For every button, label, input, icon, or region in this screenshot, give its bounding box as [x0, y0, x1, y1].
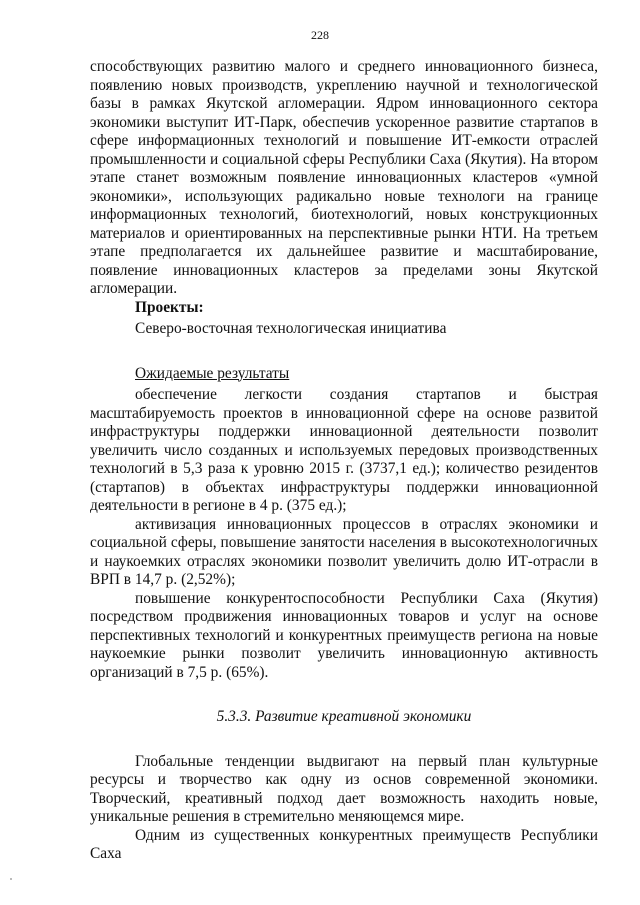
intro-paragraph: способствующих развитию малого и среднего инновационного бизнеса, появлению новых производств, укреплению научной и технологической базы в рамках Якутской агломерации. Ядром инновационного сектора экономики выступит ИТ-Парк, обеспечив ускоренное развитие стартапов в сфере информационных технологий и повышение ИТ-емкости отраслей промышленности и социальной сферы Республики Саха (Якутия). На втором этапе станет возможным появление инновационных кластеров «умной экономики», использующих радикально новые технологи на границе информационных технологий, биотехнологий, новых конструкционных материалов и ориентированных на перспективные рынки НТИ. На третьем этапе предполагается их дальнейшее развитие и масштабирование, появление инновационных кластеров за пределами зоны Якутской агломерации. [90, 58, 598, 297]
result-item: активизация инновационных процессов в отраслях экономики и социальной сферы, повышение занятости населения в высокотехнологичных и наукоемких отраслях экономики позволит увеличить долю ИТ-отрасли в ВРП в 14,7 р. (2,52%); [90, 515, 598, 588]
result-item: обеспечение легкости создания стартапов и быстрая масштабируемость проектов в инновационной сфере на основе развитой инфраструктуры поддержки инновационной деятельности позволит увеличить число созданных и используемых передовых производственных технологий в 5,3 раза к уровню 2015 г. (3737,1 ед.); количество резидентов (стартапов) в объектах инфраструктуры поддержки инновационной деятельности в регионе в 4 р. (375 ед.); [90, 386, 598, 514]
section-paragraph: Одним из существенных конкурентных преимуществ Республики Саха [90, 826, 598, 862]
page-number: 228 [311, 28, 329, 42]
project-item: Северо-восточная технологическая инициатива [135, 320, 447, 337]
page-body [90, 58, 598, 864]
section-paragraph: Глобальные тенденции выдвигают на первый план культурные ресурсы и творчество как одну из основ современной экономики. Творческий, креативный подход дает возможность находить новые, уникальные решения в стремительно меняющемся мире. [90, 752, 598, 825]
projects-heading: Проекты: [135, 298, 204, 316]
expected-results-heading: Ожидаемые результаты [135, 364, 290, 382]
result-item: повышение конкурентоспособности Республики Саха (Якутия) посредством продвижения инновационных товаров и услуг на основе перспективных технологий и конкурентных преимуществ региона на новые наукоемкие рынки позволит увеличить инновационную активность организаций в 7,5 р. (65%). [90, 589, 598, 681]
section-heading: 5.3.3. Развитие креативной экономики [216, 708, 472, 725]
scan-mark [10, 878, 12, 880]
